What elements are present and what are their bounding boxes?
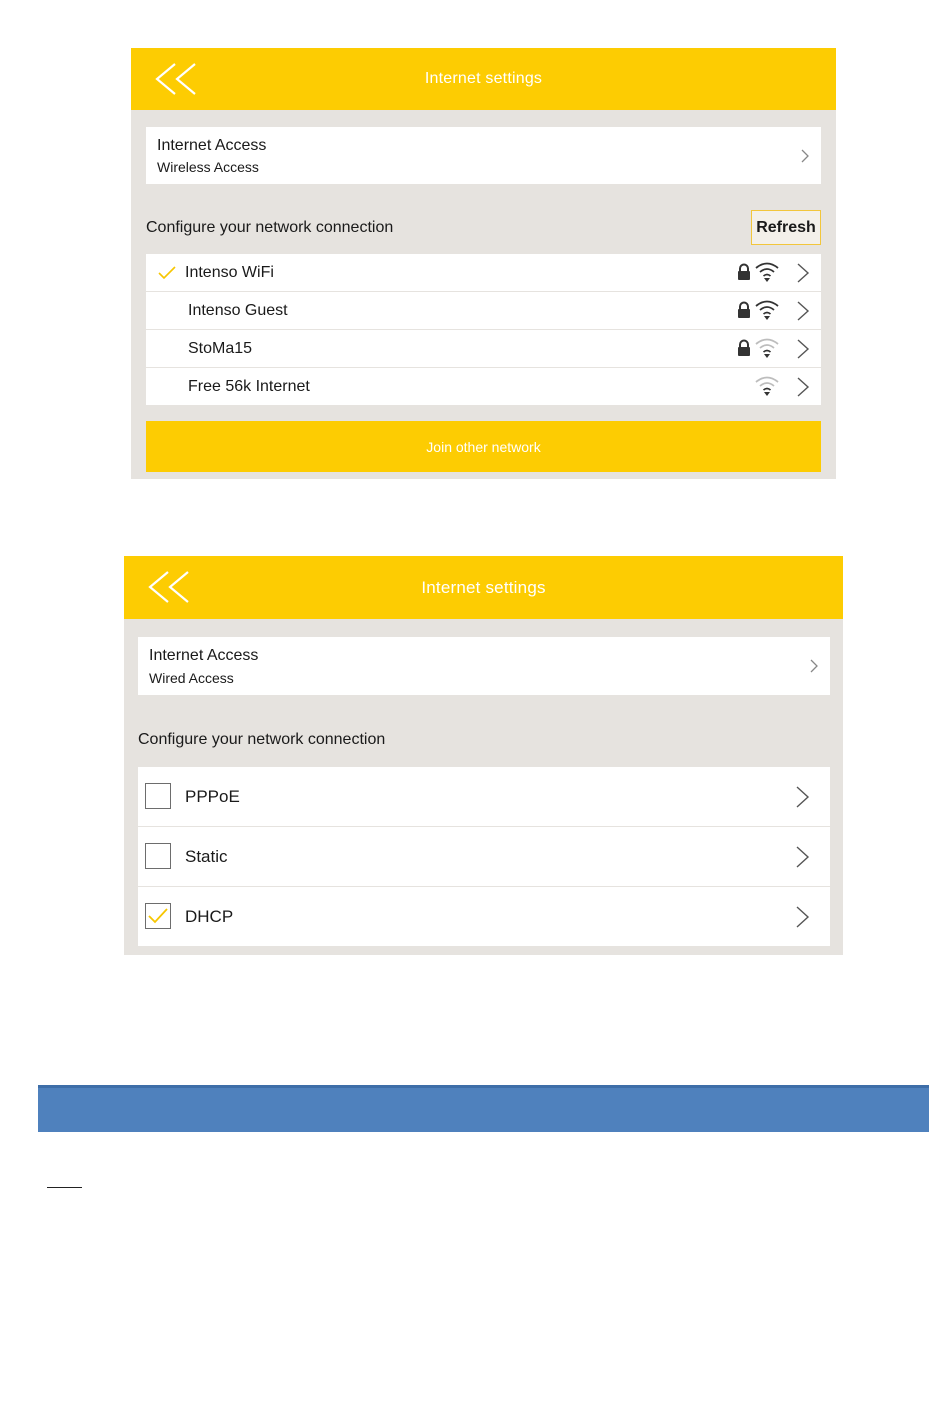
network-name: Intenso WiFi bbox=[185, 264, 274, 281]
internet-access-row[interactable] bbox=[138, 637, 830, 695]
header-bar bbox=[131, 48, 836, 110]
wifi-signal-full-icon bbox=[754, 299, 780, 321]
option-label: PPPoE bbox=[185, 787, 240, 806]
wireless-settings-screen bbox=[131, 48, 836, 479]
wired-settings-screen bbox=[124, 556, 843, 955]
connection-type-list bbox=[138, 767, 830, 947]
option-row-static[interactable] bbox=[138, 827, 830, 887]
option-row-dhcp[interactable] bbox=[138, 887, 830, 946]
chevron-right-icon bbox=[796, 376, 810, 398]
lock-icon bbox=[737, 301, 751, 319]
internet-access-title: Internet Access bbox=[157, 137, 267, 154]
network-list bbox=[146, 254, 821, 405]
page-title: Internet settings bbox=[424, 70, 543, 87]
internet-access-subtitle: Wired Access bbox=[149, 670, 234, 686]
option-label: Static bbox=[185, 847, 228, 866]
network-name: Free 56k Internet bbox=[188, 378, 310, 395]
page-title: Internet settings bbox=[421, 578, 546, 597]
chevron-right-icon bbox=[795, 905, 811, 929]
wifi-signal-weak-icon bbox=[754, 375, 780, 397]
static-checkbox[interactable] bbox=[145, 843, 171, 869]
internet-access-subtitle: Wireless Access bbox=[157, 159, 259, 175]
chevron-right-icon bbox=[796, 338, 810, 360]
header-bar bbox=[124, 556, 843, 619]
network-row-stoma15[interactable] bbox=[146, 330, 821, 368]
wifi-signal-full-icon bbox=[754, 261, 780, 283]
checkmark-icon bbox=[148, 908, 168, 924]
chevron-right-icon bbox=[795, 785, 811, 809]
lock-icon bbox=[737, 263, 751, 281]
option-label: DHCP bbox=[185, 907, 234, 926]
network-row-intenso-guest[interactable] bbox=[146, 292, 821, 330]
network-row-free-56k[interactable] bbox=[146, 368, 821, 405]
chevron-right-icon bbox=[809, 658, 819, 674]
chevron-right-icon bbox=[796, 300, 810, 322]
internet-access-row[interactable] bbox=[146, 127, 821, 184]
lock-icon bbox=[737, 339, 751, 357]
option-row-pppoe[interactable] bbox=[138, 767, 830, 827]
refresh-button[interactable]: Refresh bbox=[751, 210, 821, 245]
chevron-right-icon bbox=[800, 148, 810, 164]
section-title: Configure your network connection bbox=[146, 219, 394, 236]
wifi-signal-weak-icon bbox=[754, 337, 780, 359]
network-name: StoMa15 bbox=[188, 340, 253, 357]
section-title: Configure your network connection bbox=[138, 731, 386, 748]
underline-mark bbox=[47, 1187, 82, 1188]
internet-access-title: Internet Access bbox=[149, 647, 259, 664]
dhcp-checkbox[interactable] bbox=[145, 903, 171, 929]
section-banner bbox=[38, 1085, 929, 1132]
network-name: Intenso Guest bbox=[188, 302, 288, 319]
chevron-right-icon bbox=[796, 262, 810, 284]
checkmark-icon bbox=[158, 266, 176, 280]
network-row-intenso-wifi[interactable] bbox=[146, 254, 821, 292]
chevron-right-icon bbox=[795, 845, 811, 869]
pppoe-checkbox[interactable] bbox=[145, 783, 171, 809]
join-other-network-button[interactable]: Join other network bbox=[146, 421, 821, 472]
